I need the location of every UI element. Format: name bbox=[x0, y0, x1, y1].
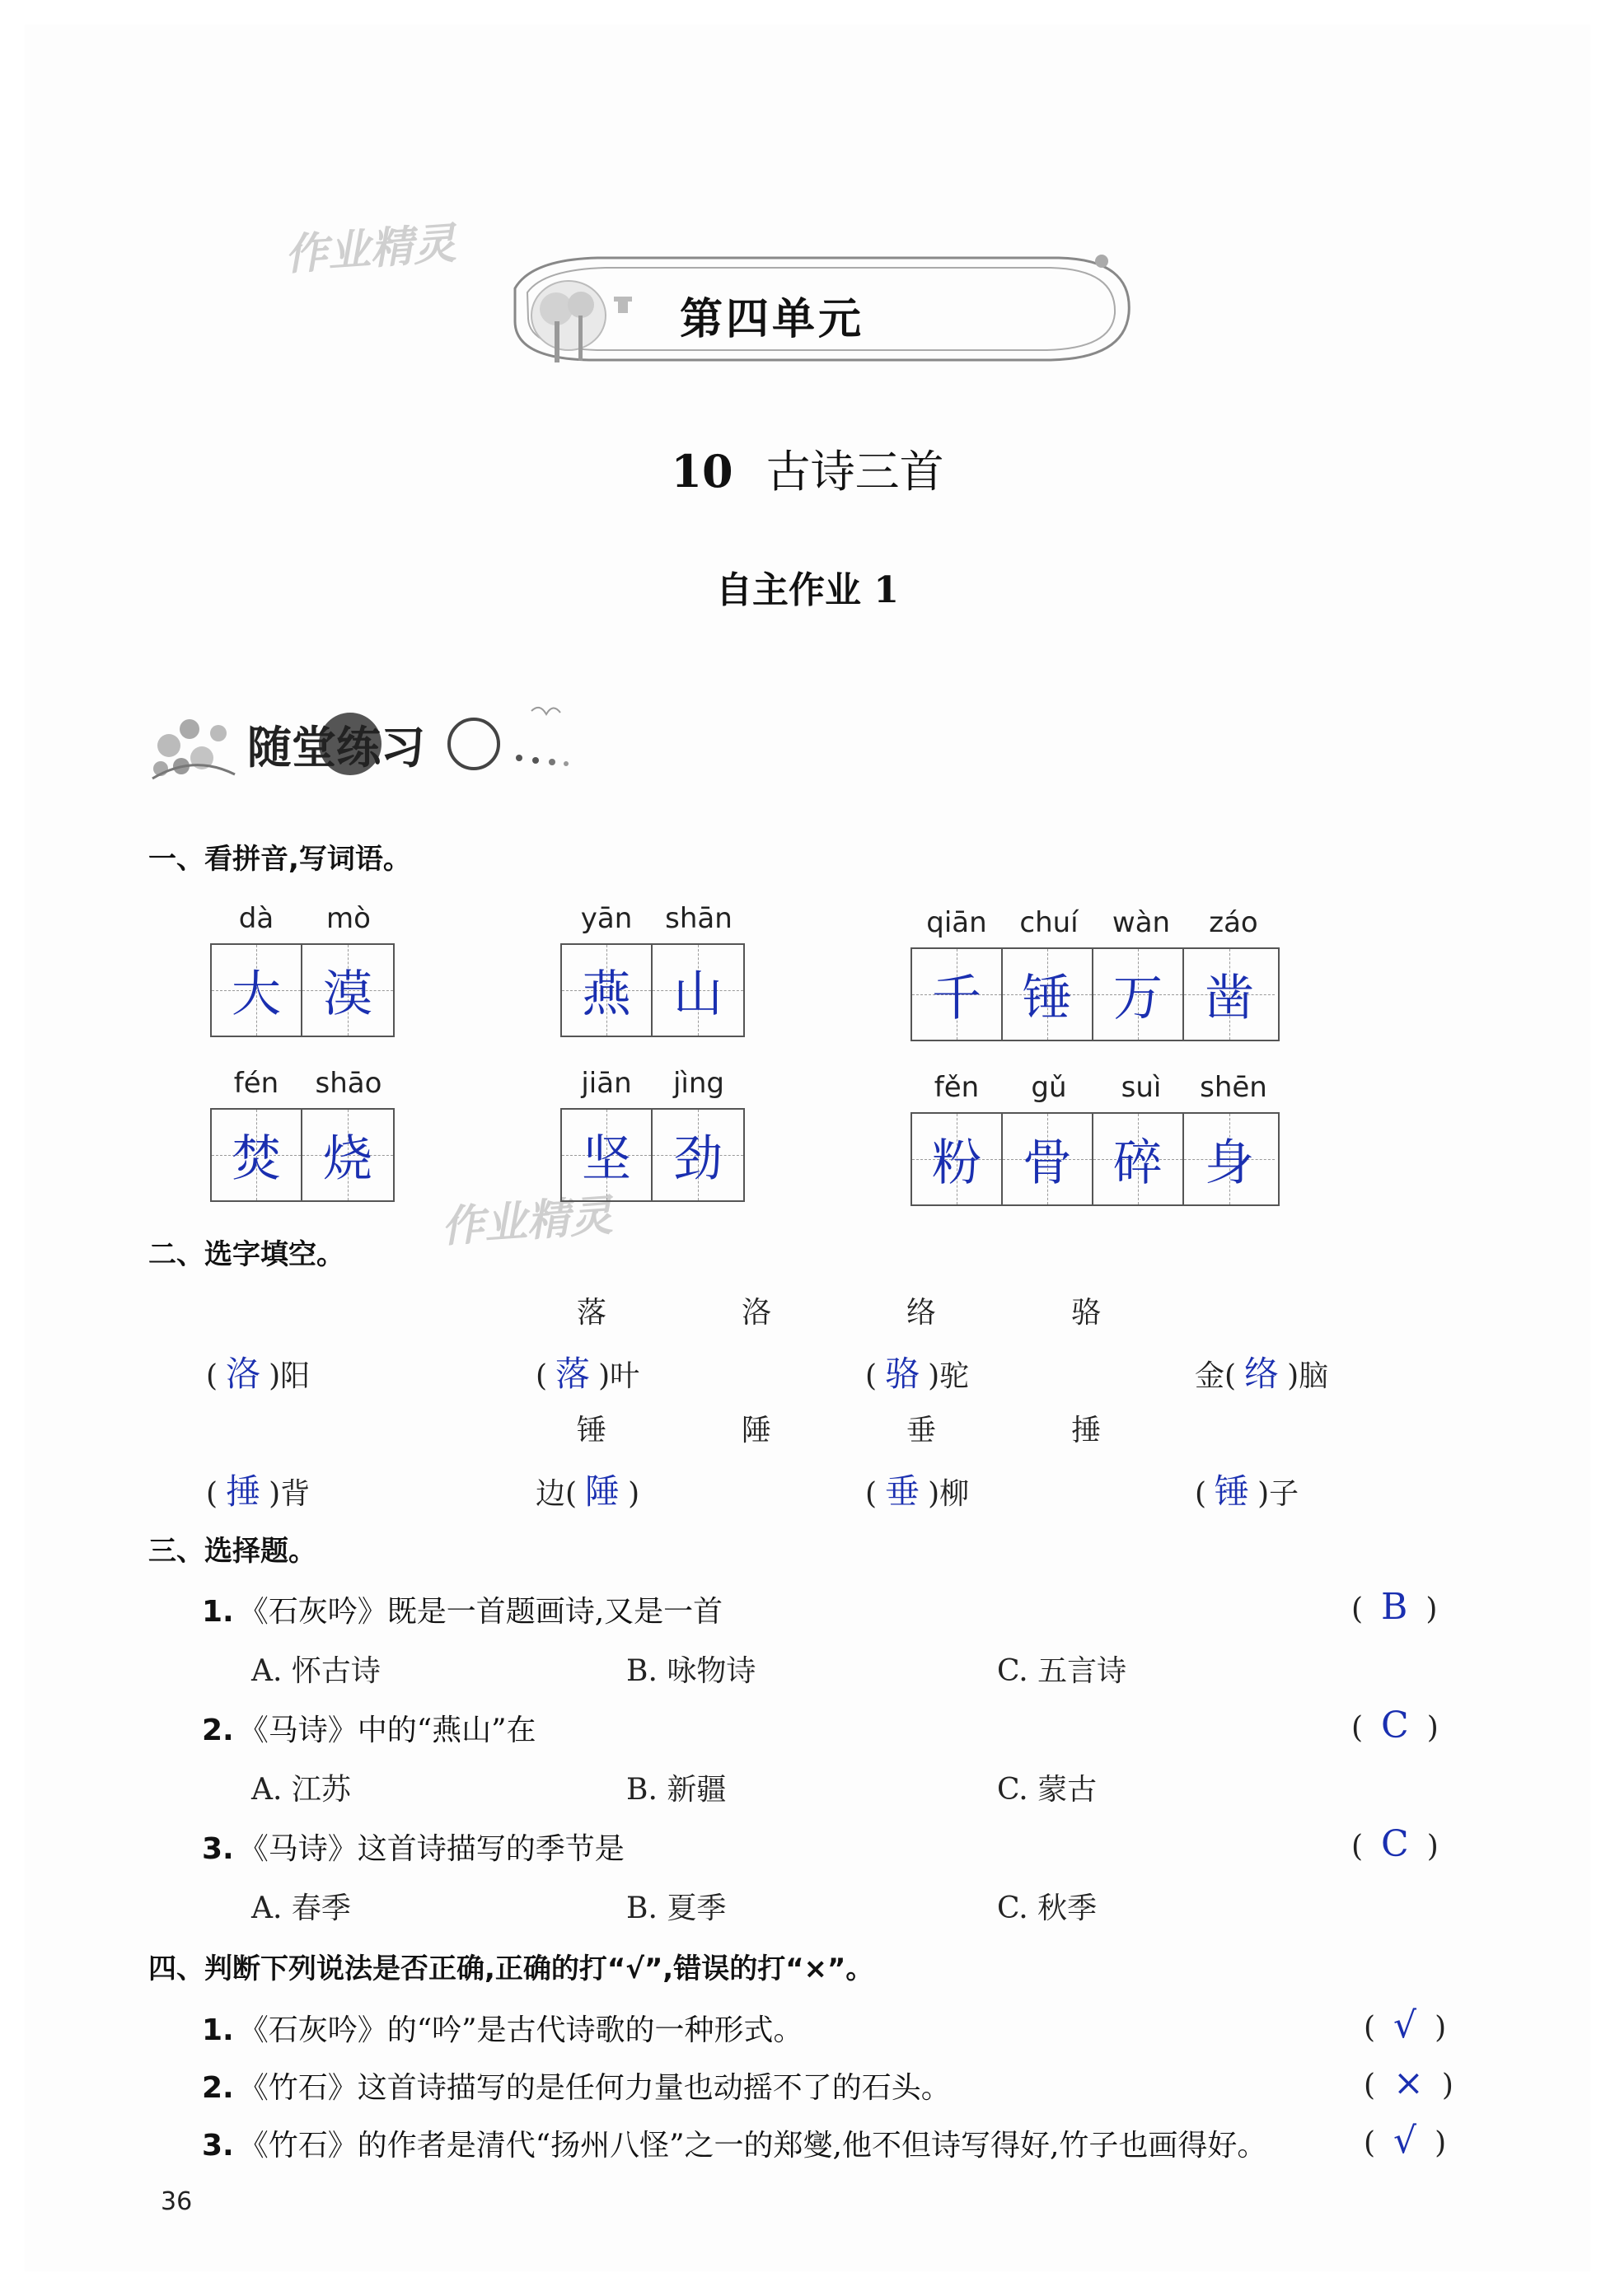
answer: B bbox=[1381, 1586, 1408, 1628]
answer: 捶 bbox=[226, 1471, 261, 1512]
pinyin: záo bbox=[1209, 906, 1258, 939]
answer: 锤 bbox=[1215, 1471, 1250, 1512]
pinyin: chuí bbox=[1019, 906, 1079, 939]
pinyin: yān bbox=[580, 902, 633, 935]
unit-title: 第四单元 bbox=[680, 295, 865, 344]
fill-blank: ( 洛 )阳 bbox=[206, 1354, 311, 1394]
word-group-6 bbox=[910, 1071, 1280, 1206]
char-box: 劲 bbox=[653, 1110, 743, 1200]
option-char: 骆 bbox=[1071, 1296, 1102, 1330]
fill-blank: 金( 络 )脑 bbox=[1195, 1354, 1329, 1394]
char-box: 碎 bbox=[1093, 1114, 1184, 1204]
unit-banner bbox=[482, 243, 1141, 375]
char-box: 身 bbox=[1184, 1114, 1275, 1204]
q3-heading: 三、选择题。 bbox=[148, 1535, 316, 1568]
mc-option: B. 咏物诗 bbox=[626, 1654, 756, 1688]
mc-option: B. 夏季 bbox=[626, 1892, 727, 1925]
lesson-name: 古诗三首 bbox=[765, 446, 944, 498]
pinyin: mò bbox=[326, 902, 371, 935]
char-box: 骨 bbox=[1003, 1114, 1093, 1204]
mc-option: C. 蒙古 bbox=[997, 1773, 1098, 1807]
word-group-5 bbox=[560, 1067, 745, 1202]
mc-option: B. 新疆 bbox=[626, 1773, 727, 1807]
pinyin: jìng bbox=[672, 1067, 725, 1100]
mc-question: 2. 《马诗》中的“燕山”在 bbox=[202, 1714, 536, 1747]
watermark-top: 作业精灵 bbox=[283, 218, 458, 281]
answer: C bbox=[1381, 1704, 1409, 1747]
answer-paren: ( √ ) bbox=[1364, 2004, 1447, 2046]
answer: √ bbox=[1393, 2120, 1417, 2162]
answer: 陲 bbox=[585, 1471, 620, 1512]
char-box: 千 bbox=[912, 949, 1003, 1040]
judge-statement: 3. 《竹石》的作者是清代“扬州八怪”之一的郑燮,他不但诗写得好,竹子也画得好。 bbox=[202, 2129, 1267, 2163]
watermark-middle: 作业精灵 bbox=[439, 1190, 615, 1253]
option-char: 锤 bbox=[577, 1414, 607, 1447]
fill-blank: ( 垂 )柳 bbox=[865, 1471, 970, 1512]
char-box: 锤 bbox=[1003, 949, 1093, 1040]
fill-blank: ( 捶 )背 bbox=[206, 1471, 311, 1512]
char-box: 漠 bbox=[302, 945, 393, 1036]
pinyin: gǔ bbox=[1031, 1071, 1067, 1104]
mc-question: 3. 《马诗》这首诗描写的季节是 bbox=[202, 1832, 625, 1866]
mc-option: C. 秋季 bbox=[997, 1892, 1098, 1925]
fill-blank: ( 落 )叶 bbox=[536, 1354, 640, 1394]
char-box: 山 bbox=[653, 945, 743, 1036]
option-char: 陲 bbox=[742, 1414, 772, 1447]
sub-title: 自主作业 1 bbox=[716, 569, 899, 611]
answer-paren: ( C ) bbox=[1351, 1823, 1439, 1865]
word-group-1 bbox=[210, 902, 395, 1037]
char-box: 凿 bbox=[1184, 949, 1275, 1040]
section-badge bbox=[144, 696, 573, 787]
answer: 垂 bbox=[885, 1471, 920, 1512]
answer-paren: ( √ ) bbox=[1364, 2120, 1447, 2162]
pinyin: wàn bbox=[1112, 906, 1171, 939]
option-char: 落 bbox=[577, 1296, 607, 1330]
pinyin: dà bbox=[238, 902, 274, 935]
pinyin: shēn bbox=[1200, 1071, 1267, 1104]
word-group-2 bbox=[560, 902, 745, 1037]
pinyin: fěn bbox=[934, 1071, 980, 1104]
pinyin: qiān bbox=[926, 906, 987, 939]
answer: √ bbox=[1393, 2004, 1417, 2046]
answer: 骆 bbox=[885, 1354, 920, 1394]
mc-option: A. 江苏 bbox=[251, 1773, 351, 1807]
page-number: 36 bbox=[161, 2187, 193, 2216]
word-group-4 bbox=[210, 1067, 395, 1202]
pinyin: jiān bbox=[581, 1067, 632, 1100]
answer: 络 bbox=[1244, 1354, 1280, 1394]
q4-heading: 四、判断下列说法是否正确,正确的打“√”,错误的打“×”。 bbox=[148, 1952, 874, 1985]
answer-paren: ( B ) bbox=[1351, 1586, 1438, 1628]
lesson-title bbox=[0, 437, 1615, 500]
option-char: 洛 bbox=[742, 1296, 772, 1330]
mc-option: A. 怀古诗 bbox=[251, 1654, 381, 1688]
mc-option: A. 春季 bbox=[251, 1892, 351, 1925]
mc-option: C. 五言诗 bbox=[997, 1654, 1127, 1688]
pinyin: suì bbox=[1121, 1071, 1162, 1104]
pinyin: shāo bbox=[315, 1067, 382, 1100]
answer: × bbox=[1393, 2062, 1424, 2104]
answer-paren: ( × ) bbox=[1364, 2062, 1454, 2104]
answer: 落 bbox=[555, 1354, 591, 1394]
fill-blank: ( 锤 )子 bbox=[1195, 1471, 1299, 1512]
char-box: 坚 bbox=[562, 1110, 653, 1200]
q2-heading: 二、选字填空。 bbox=[148, 1238, 344, 1271]
option-char: 捶 bbox=[1071, 1414, 1102, 1447]
char-box: 大 bbox=[212, 945, 302, 1036]
option-char: 垂 bbox=[906, 1414, 937, 1447]
char-box: 粉 bbox=[912, 1114, 1003, 1204]
pinyin: fén bbox=[233, 1067, 279, 1100]
fill-blank: 边( 陲 ) bbox=[536, 1471, 640, 1512]
mc-question: 1. 《石灰吟》既是一首题画诗,又是一首 bbox=[202, 1595, 723, 1629]
pinyin: shān bbox=[665, 902, 733, 935]
option-char: 络 bbox=[906, 1296, 937, 1330]
fill-blank: ( 骆 )驼 bbox=[865, 1354, 970, 1394]
section-badge-label: 随堂练习 bbox=[247, 722, 425, 774]
char-box: 烧 bbox=[302, 1110, 393, 1200]
word-group-3 bbox=[910, 906, 1280, 1041]
char-box: 万 bbox=[1093, 949, 1184, 1040]
answer: C bbox=[1381, 1823, 1409, 1865]
judge-statement: 1. 《石灰吟》的“吟”是古代诗歌的一种形式。 bbox=[202, 2013, 803, 2047]
judge-statement: 2. 《竹石》这首诗描写的是任何力量也动摇不了的石头。 bbox=[202, 2071, 951, 2105]
lesson-number: 10 bbox=[671, 445, 733, 498]
char-box: 燕 bbox=[562, 945, 653, 1036]
char-box: 焚 bbox=[212, 1110, 302, 1200]
answer: 洛 bbox=[226, 1354, 261, 1394]
q1-heading: 一、看拼音,写词语。 bbox=[148, 843, 411, 876]
answer-paren: ( C ) bbox=[1351, 1704, 1439, 1747]
